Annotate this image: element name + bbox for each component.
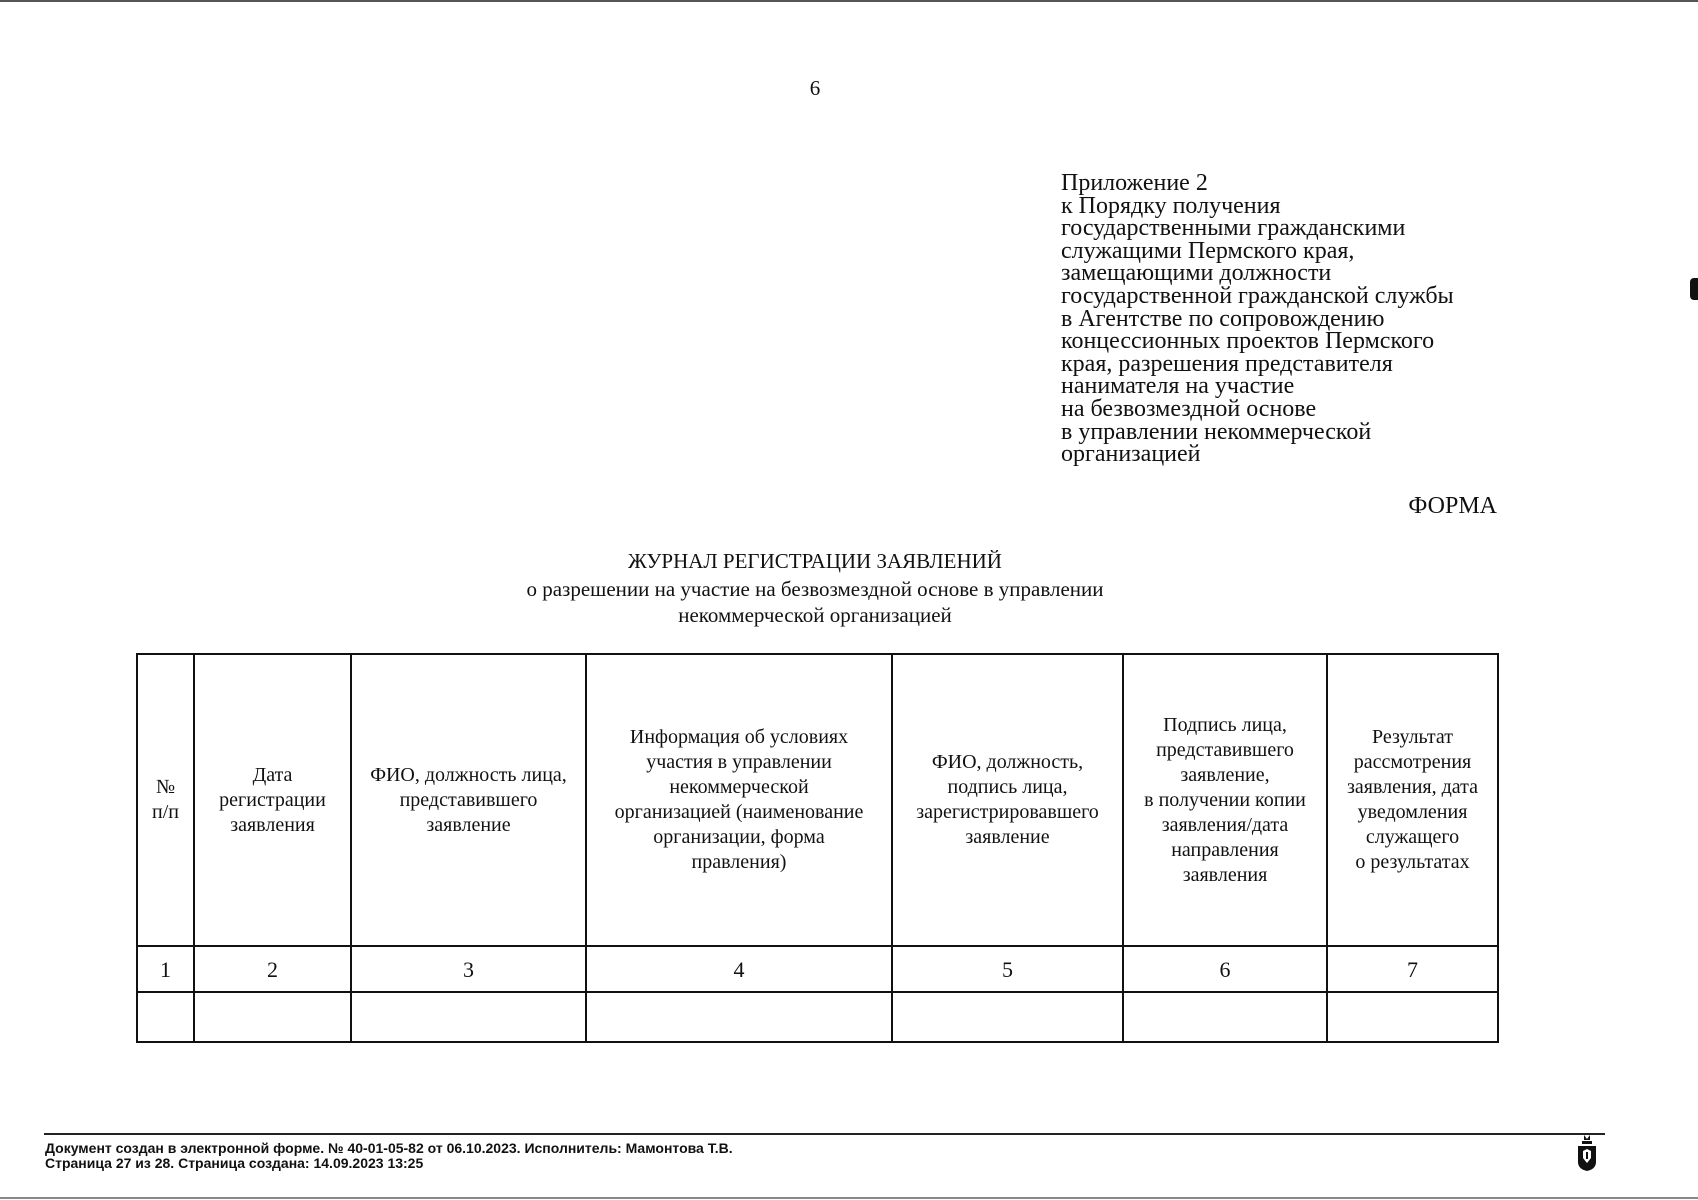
header-line: заявления: [1182, 863, 1268, 886]
header-line: служащего: [1365, 826, 1460, 848]
appendix-line: к Порядку получения: [1061, 192, 1281, 219]
header-line: заявления, дата: [1346, 776, 1478, 798]
appendix-line: концессионных проектов Пермского: [1061, 328, 1435, 355]
table-cell: [137, 992, 194, 1042]
column-number-cell: 5: [892, 946, 1123, 992]
header-cell-number: [137, 654, 194, 946]
appendix-line: служащими Пермского края,: [1061, 237, 1355, 264]
footer-line-document: Документ создан в электронной форме. № 40-01-05-82 от 06.10.2023. Исполнитель: Мамонтова Т.В.: [45, 1140, 733, 1156]
column-number-cell: 2: [194, 946, 351, 992]
header-line: о результатах: [1355, 851, 1470, 873]
subtitle-line: некоммерческой организацией: [678, 603, 952, 627]
header-cell-participation-info: [586, 654, 892, 946]
appendix-line: организацией: [1061, 441, 1201, 468]
footer-divider: [44, 1133, 1605, 1135]
header-line: ФИО, должность лица,: [370, 763, 567, 786]
appendix-line: государственной гражданской службы: [1061, 282, 1454, 309]
header-line: организацией (наименование: [614, 801, 864, 823]
footer-line-page: Страница 27 из 28. Страница создана: 14.09.2023 13:25: [45, 1155, 424, 1171]
header-line: ФИО, должность,: [931, 751, 1084, 773]
table-cell: [1327, 992, 1498, 1042]
table-cell: [586, 992, 892, 1042]
appendix-note: [1061, 172, 1521, 466]
journal-subtitle: [440, 576, 1190, 628]
journal-title: ЖУРНАЛ РЕГИСТРАЦИИ ЗАЯВЛЕНИЙ: [628, 549, 1002, 573]
appendix-line: в Агентстве по сопровождению: [1061, 305, 1385, 332]
header-line: заявление: [965, 826, 1050, 848]
header-line: Дата: [252, 763, 293, 786]
header-line: заявления: [230, 813, 315, 836]
column-number-cell: 7: [1327, 946, 1498, 992]
appendix-line: нанимателя на участие: [1061, 373, 1295, 400]
header-cell-result: [1327, 654, 1498, 946]
header-cell-copy-receipt: [1123, 654, 1327, 946]
column-number-row: [137, 946, 1498, 992]
scan-edge-mark: [1690, 278, 1698, 300]
column-number-cell: 1: [137, 946, 194, 992]
appendix-line: Приложение 2: [1061, 170, 1208, 196]
header-line: организации, форма: [653, 826, 825, 848]
header-cell-registrar: [892, 654, 1123, 946]
header-line: заявление: [426, 813, 511, 836]
header-line: подпись лица,: [947, 776, 1068, 798]
header-cell-applicant: [351, 654, 586, 946]
appendix-line: в управлении некоммерческой: [1061, 418, 1372, 445]
header-line: уведомления: [1357, 801, 1468, 823]
column-number-cell: 3: [351, 946, 586, 992]
header-cell-registration-date: [194, 654, 351, 946]
header-line: заявления/дата: [1161, 813, 1289, 836]
perm-krai-emblem-icon: [1576, 1134, 1598, 1172]
footer-document-info: [45, 1141, 733, 1171]
header-line: №: [155, 776, 176, 798]
header-line: представившего: [399, 788, 538, 811]
header-line: Результат: [1371, 726, 1453, 748]
header-line: в получении копии: [1144, 788, 1306, 811]
header-line: зарегистрировавшего: [916, 801, 1099, 823]
header-line: заявление,: [1180, 763, 1270, 786]
column-number-cell: 4: [586, 946, 892, 992]
header-line: рассмотрения: [1353, 751, 1472, 773]
scan-top-border: [0, 0, 1698, 2]
header-line: правления): [691, 851, 787, 873]
subtitle-line: о разрешении на участие на безвозмездной основе в управлении: [526, 577, 1104, 601]
header-line: Информация об условиях: [629, 726, 849, 748]
registration-journal-table: [136, 653, 1499, 1043]
table-row: [137, 992, 1498, 1042]
header-line: некоммерческой: [669, 776, 809, 798]
header-line: направления: [1171, 838, 1279, 861]
header-line: п/п: [152, 801, 179, 823]
column-number-cell: 6: [1123, 946, 1327, 992]
table-cell: [1123, 992, 1327, 1042]
scan-bottom-border: [0, 1197, 1698, 1199]
page-number: 6: [809, 76, 821, 100]
appendix-line: на безвозмездной основе: [1061, 395, 1317, 422]
table-header-row: [137, 654, 1498, 946]
appendix-line: замещающими должности: [1061, 260, 1332, 287]
header-line: Подпись лица,: [1163, 713, 1287, 736]
table-cell: [194, 992, 351, 1042]
appendix-line: государственными гражданскими: [1061, 215, 1406, 242]
table-cell: [892, 992, 1123, 1042]
table-cell: [351, 992, 586, 1042]
appendix-line: края, разрешения представителя: [1061, 350, 1393, 377]
header-line: участия в управлении: [646, 751, 832, 773]
header-line: представившего: [1156, 738, 1294, 761]
form-label: ФОРМА: [1408, 493, 1497, 519]
header-line: регистрации: [219, 788, 326, 811]
